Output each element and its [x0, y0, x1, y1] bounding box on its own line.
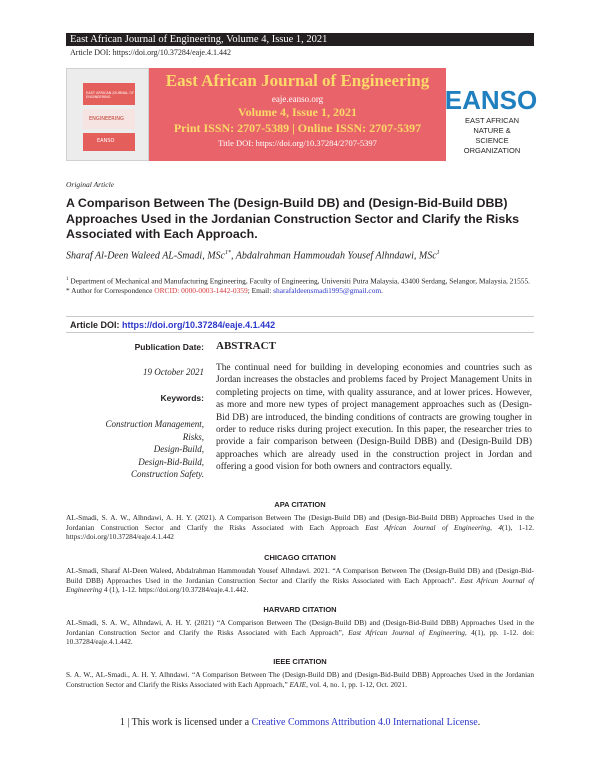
- journal-issue-bar: [66, 33, 534, 46]
- keywords-label: Keywords:: [160, 393, 204, 403]
- citation-heading: CHICAGO CITATION: [264, 553, 336, 562]
- divider: [66, 332, 534, 333]
- cover-mid-block: [83, 109, 135, 129]
- footer-prefix: 1 | This work is licensed under a: [119, 717, 252, 728]
- org-line: SCIENCE: [475, 136, 509, 145]
- cover-bottom-block: [83, 133, 135, 151]
- citation-body: S. A. W., AL-Smadi., A. H. Y. Alhndawi. “A Comparison Between The (Design-Build DB) and (Design-Bid-Build DBB) Approaches Used in the Jordanian Construction Sector and Clarify the Risks Associated with Each Approach,”: [66, 669, 534, 689]
- keyword-list: [100, 418, 204, 481]
- org-name: [450, 116, 534, 156]
- citation-tail: , 4(1), pp. 1-12. doi: 10.37284/eaje.4.1.442.: [66, 627, 534, 647]
- footer-period: .: [477, 717, 481, 728]
- cover-mid-text: ENGINEERING: [89, 116, 124, 122]
- doi-link[interactable]: https://doi.org/10.37284/eaje.4.1.442: [122, 320, 276, 330]
- ieee-citation: [66, 657, 534, 689]
- affil-mark: 1: [66, 277, 69, 282]
- citation-text: [66, 618, 534, 647]
- citation-body: AL-Smadi, Sharaf Al-Deen Waleed, Abdalrahman Hammoudah Yousef Alhndawi. 2021. “A Comparison Between The (Design-Build DB) and (Design-Bid-Build DBB) Approaches Used in the Jordanian Construction Sector and Clarify the Risks Associated with Each Approach”.: [66, 565, 534, 585]
- citation-journal: East African Journal of Engineering: [66, 575, 534, 595]
- email-label: ; Email:: [247, 286, 272, 296]
- email-link[interactable]: sharafaldeensmadi1995@gmail.com: [273, 286, 382, 296]
- keyword-item: Construction Safety.: [131, 469, 204, 480]
- citation-text: [66, 513, 534, 542]
- publication-date: 19 October 2021: [143, 367, 204, 377]
- chicago-citation: [66, 553, 534, 595]
- article-type: Original Article: [66, 180, 114, 189]
- citation-sep: ,: [490, 522, 499, 532]
- citation-journal: EAJE: [289, 679, 307, 689]
- citation-text: [66, 566, 534, 595]
- license-link[interactable]: Creative Commons Attribution 4.0 International License: [251, 717, 478, 728]
- journal-title-band: [149, 68, 446, 161]
- volume-issue: Volume 4, Issue 1, 2021: [238, 105, 357, 119]
- journal-issue-text: East African Journal of Engineering, Volume 4, Issue 1, 2021: [70, 34, 328, 45]
- citation-journal: East African Journal of Engineering: [348, 627, 465, 637]
- journal-header: [66, 68, 538, 161]
- citation-tail: 4 (1), 1-12. https://doi.org/10.37284/eaje.4.1.442.: [102, 585, 249, 595]
- author-affil-mark: 1: [436, 250, 440, 256]
- eanso-logo-text: EANSO: [444, 85, 538, 115]
- page-footer: [0, 717, 600, 728]
- article-doi: [70, 320, 275, 330]
- org-line: EAST AFRICAN: [464, 116, 520, 125]
- cover-bottom-text: EANSO: [97, 138, 115, 144]
- abstract-heading: ABSTRACT: [216, 340, 276, 352]
- author-affil-mark: 1*: [224, 250, 231, 256]
- citation-body: AL-Smadi, S. A. W., Alhndawi, A. H. Y. (2021) “A Comparison Between The (Design-Build DB) and (Design-Bid-Build DBB) Approaches Used in the Jordanian Construction Sector and Clarify the Risks Associated with Each Approach”,: [66, 617, 534, 637]
- divider: [66, 316, 534, 317]
- orcid-link[interactable]: ORCID: 0000-0003-1442-0359: [154, 286, 248, 296]
- eanso-logo-icon: [444, 81, 538, 117]
- citation-text: [66, 670, 534, 690]
- article-doi-top: Article DOI: https://doi.org/10.37284/eaje.4.1.442: [70, 48, 231, 57]
- keyword-item: Design-Build,: [153, 444, 204, 455]
- apa-citation: [66, 500, 534, 542]
- article-title: A Comparison Between The (Design-Build DB) and (Design-Bid-Build DBB) Approaches Used in the Jordanian Construction Sector and Clarify the Risks Associated with Each Approach.: [66, 196, 520, 241]
- journal-website[interactable]: eaje.eanso.org: [271, 94, 324, 104]
- org-line: NATURE &: [473, 126, 511, 135]
- journal-title: East African Journal of Engineering: [165, 71, 430, 90]
- author-name: Abdalrahman Hammoudah Yousef Alhndawi, MSc: [235, 250, 437, 262]
- author-name: Sharaf Al-Deen Waleed AL-Smadi, MSc: [66, 250, 225, 262]
- cover-top-block: [83, 83, 135, 105]
- correspondence-label: * Author for Correspondence: [66, 286, 153, 296]
- author-list: [66, 250, 440, 261]
- citation-heading: IEEE CITATION: [273, 657, 327, 666]
- keyword-item: Design-Bid-Build,: [138, 456, 204, 467]
- abstract-text: The continual need for building in developing economies and countries such as Jordan increases the obstacles and problems faced by Project Management Units in completing projects on time, with quality assurance, and at lower prices. However, as more and more new types of project management approaches such as (Design-Bid DB) are introduced, the binding conditions of contracts are growing tougher in order to reduce risks during project execution. In this paper, the researcher tries to provide a fair comparison between (Design-Build DBB) and (Design-Build DB) approaches which are already used in the construction project in Jordan and offering a good vision for both owners and contractors equally.: [216, 363, 532, 473]
- affiliation-text: Department of Mechanical and Manufacturing Engineering, Faculty of Engineering, Universiti Putra Malaysia, 43400 Serdang, Selangor, Malaysia, 21555.: [70, 276, 531, 286]
- affiliations: [66, 275, 534, 296]
- title-doi[interactable]: Title DOI: https://doi.org/10.37284/2707-5397: [218, 138, 377, 148]
- correspondence-line: * Author for Correspondence ORCID: 0000-0003-1442-0359; Email: sharafaldeensmadi1995@gmail.com.: [66, 286, 383, 296]
- citation-heading: APA CITATION: [274, 500, 326, 509]
- keyword-item: Construction Management,: [105, 419, 204, 429]
- publication-date-label: Publication Date:: [134, 342, 204, 352]
- issn-line: Print ISSN: 2707-5389 | Online ISSN: 2707-5397: [173, 121, 422, 135]
- citation-volume: 4: [498, 522, 503, 532]
- cover-title-text: EAST AFRICAN JOURNAL OF ENGINEERING: [86, 91, 135, 99]
- doi-label: Article DOI:: [70, 320, 120, 330]
- keyword-item: Risks,: [182, 431, 204, 442]
- journal-cover-image: [66, 68, 149, 161]
- affiliation-line: [66, 275, 534, 286]
- harvard-citation: [66, 605, 534, 647]
- citation-tail: , vol. 4, no. 1, pp. 1-12, Oct. 2021.: [306, 679, 407, 689]
- citation-body: AL-Smadi, S. A. W., Alhndawi, A. H. Y. (2021). A Comparison Between The (Design-Build DB) and (Design-Bid-Build DBB) Approaches Used in the Jordanian Construction Sector and Clarify the Risks Associated with Each Approach: [66, 512, 534, 532]
- org-line: ORGANIZATION: [463, 146, 521, 155]
- citation-tail: (1), 1-12. https://doi.org/10.37284/eaje.4.1.442: [66, 522, 534, 542]
- citation-journal: East African Journal of Engineering: [365, 522, 491, 532]
- author-separator: ,: [230, 250, 236, 262]
- citation-heading: HARVARD CITATION: [263, 605, 337, 614]
